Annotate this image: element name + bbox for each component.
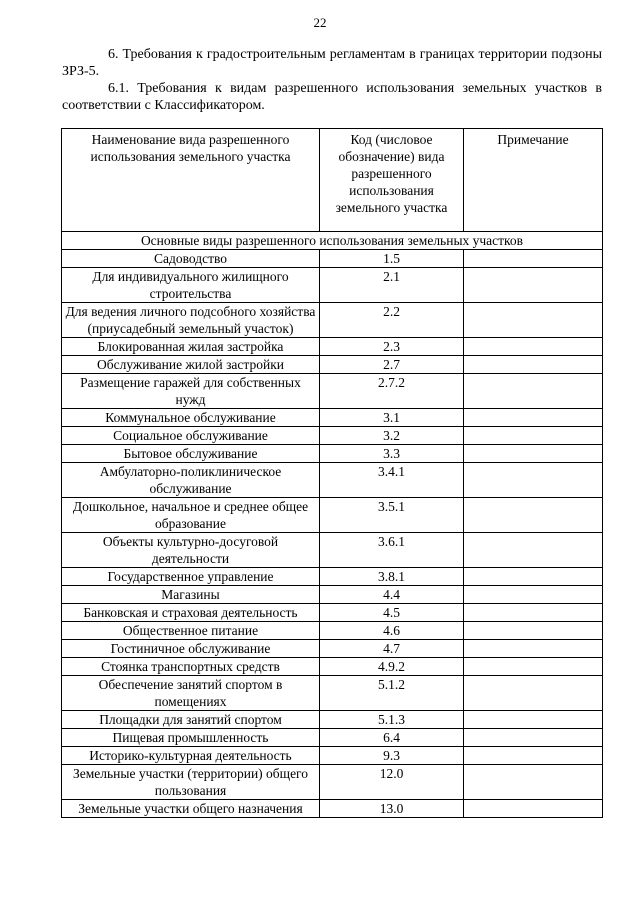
row-name: Обеспечение занятий спортом в помещениях — [62, 676, 320, 711]
row-name: Социальное обслуживание — [62, 427, 320, 445]
row-code: 9.3 — [320, 747, 464, 765]
subsection-heading-paragraph: 6.1. Требования к видам разрешенного использования земельных участков в соответствии с Классификатором. — [62, 81, 602, 113]
row-code: 13.0 — [320, 800, 464, 818]
row-code: 5.1.3 — [320, 711, 464, 729]
row-name: Земельные участки общего назначения — [62, 800, 320, 818]
row-code: 12.0 — [320, 765, 464, 800]
table-row — [62, 586, 603, 604]
section-title: Основные виды разрешенного использования земельных участков — [62, 232, 603, 250]
section-title-row — [62, 232, 603, 250]
section-heading-paragraph: 6. Требования к градостроительным регламентам в границах территории подзоны ЗРЗ-5. — [62, 47, 602, 79]
row-name: Общественное питание — [62, 622, 320, 640]
row-code: 3.6.1 — [320, 533, 464, 568]
table-row — [62, 533, 603, 568]
table-row — [62, 747, 603, 765]
table-row — [62, 463, 603, 498]
table-row — [62, 729, 603, 747]
row-code: 6.4 — [320, 729, 464, 747]
row-note — [464, 765, 603, 800]
table-row — [62, 604, 603, 622]
row-name: Обслуживание жилой застройки — [62, 356, 320, 374]
row-name: Историко-культурная деятельность — [62, 747, 320, 765]
row-name: Для ведения личного подсобного хозяйства (приусадебный земельный участок) — [62, 303, 320, 338]
row-name: Бытовое обслуживание — [62, 445, 320, 463]
row-code: 2.7.2 — [320, 374, 464, 409]
table-row — [62, 303, 603, 338]
table-row — [62, 568, 603, 586]
row-name: Площадки для занятий спортом — [62, 711, 320, 729]
row-name: Магазины — [62, 586, 320, 604]
intro-text — [62, 46, 602, 114]
table-row — [62, 356, 603, 374]
row-note — [464, 463, 603, 498]
row-note — [464, 676, 603, 711]
row-note — [464, 303, 603, 338]
table-row — [62, 445, 603, 463]
row-note — [464, 445, 603, 463]
row-note — [464, 356, 603, 374]
row-note — [464, 498, 603, 533]
row-note — [464, 729, 603, 747]
table-row — [62, 409, 603, 427]
header-note: Примечание — [464, 129, 603, 232]
row-name: Коммунальное обслуживание — [62, 409, 320, 427]
row-note — [464, 604, 603, 622]
row-note — [464, 374, 603, 409]
row-note — [464, 409, 603, 427]
table-row — [62, 622, 603, 640]
row-name: Блокированная жилая застройка — [62, 338, 320, 356]
table-row — [62, 374, 603, 409]
row-note — [464, 658, 603, 676]
row-name: Гостиничное обслуживание — [62, 640, 320, 658]
row-code: 4.4 — [320, 586, 464, 604]
row-note — [464, 250, 603, 268]
table-row — [62, 658, 603, 676]
table-row — [62, 427, 603, 445]
row-name: Для индивидуального жилищного строительства — [62, 268, 320, 303]
row-name: Земельные участки (территории) общего пользования — [62, 765, 320, 800]
row-note — [464, 568, 603, 586]
table-row — [62, 711, 603, 729]
row-code: 3.1 — [320, 409, 464, 427]
row-name: Пищевая промышленность — [62, 729, 320, 747]
header-name: Наименование вида разрешенного использования земельного участка — [62, 129, 320, 232]
table-row — [62, 268, 603, 303]
row-code: 5.1.2 — [320, 676, 464, 711]
page-number: 22 — [313, 15, 327, 30]
row-note — [464, 747, 603, 765]
row-name: Садоводство — [62, 250, 320, 268]
row-code: 2.1 — [320, 268, 464, 303]
row-name: Стоянка транспортных средств — [62, 658, 320, 676]
row-name: Размещение гаражей для собственных нужд — [62, 374, 320, 409]
row-note — [464, 338, 603, 356]
row-note — [464, 586, 603, 604]
row-note — [464, 268, 603, 303]
row-code: 3.3 — [320, 445, 464, 463]
row-note — [464, 800, 603, 818]
table-row — [62, 250, 603, 268]
row-code: 4.6 — [320, 622, 464, 640]
table-row — [62, 765, 603, 800]
row-note — [464, 640, 603, 658]
row-note — [464, 533, 603, 568]
row-note — [464, 622, 603, 640]
row-code: 3.2 — [320, 427, 464, 445]
table-row — [62, 676, 603, 711]
row-note — [464, 711, 603, 729]
table-header-row — [62, 129, 603, 232]
row-code: 2.2 — [320, 303, 464, 338]
row-name: Амбулаторно-поликлиническое обслуживание — [62, 463, 320, 498]
row-name: Государственное управление — [62, 568, 320, 586]
row-code: 1.5 — [320, 250, 464, 268]
row-code: 3.4.1 — [320, 463, 464, 498]
row-name: Банковская и страховая деятельность — [62, 604, 320, 622]
row-code: 4.5 — [320, 604, 464, 622]
table-row — [62, 498, 603, 533]
row-code: 2.7 — [320, 356, 464, 374]
header-code: Код (числовое обозначение) вида разрешенного использования земельного участка — [320, 129, 464, 232]
land-use-table — [61, 128, 603, 818]
row-name: Объекты культурно-досуговой деятельности — [62, 533, 320, 568]
row-name: Дошкольное, начальное и среднее общее образование — [62, 498, 320, 533]
row-code: 3.8.1 — [320, 568, 464, 586]
row-code: 4.7 — [320, 640, 464, 658]
row-code: 2.3 — [320, 338, 464, 356]
row-note — [464, 427, 603, 445]
row-code: 4.9.2 — [320, 658, 464, 676]
table-row — [62, 338, 603, 356]
row-code: 3.5.1 — [320, 498, 464, 533]
table-row — [62, 640, 603, 658]
table-row — [62, 800, 603, 818]
